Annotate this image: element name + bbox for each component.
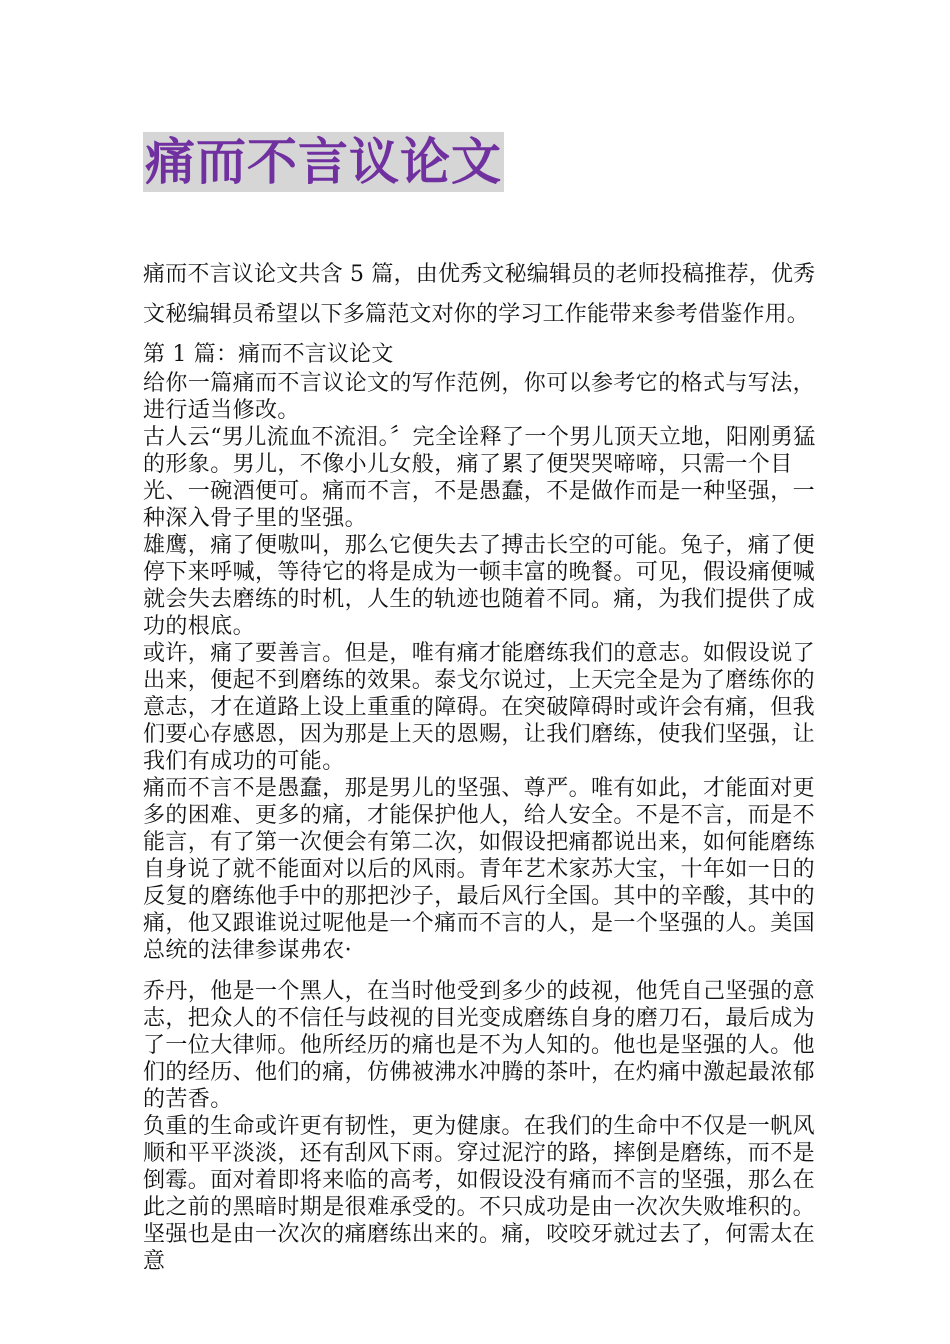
body-paragraph: 乔丹，他是一个黑人，在当时他受到多少的歧视，他凭自己坚强的意志，把众人的不信任与歧视的目光变成磨练自身的磨刀石，最后成为了一位大律师。他所经历的痛也是不为人知的。他也是坚强的人。他们的经历、他们的痛，仿佛被沸水冲腾的茶叶，在灼痛中激起最浓郁的苦香。	[143, 979, 816, 1112]
body-paragraph: 或许，痛了要善言。但是，唯有痛才能磨练我们的意志。如假设说了出来，便起不到磨练的效果。泰戈尔说过，上天完全是为了磨练你的意志，才在道路上设上重重的障碍。在突破障碍时或许会有痛，但我们要心存感恩，因为那是上天的恩赐，让我们磨练，使我们坚强，让我们有成功的可能。	[143, 641, 816, 774]
title-block	[143, 132, 504, 192]
article-body	[143, 370, 823, 1275]
body-paragraph: 负重的生命或许更有韧性，更为健康。在我们的生命中不仅是一帆风顺和平平淡淡，还有刮风下雨。穿过泥泞的路，摔倒是磨练，而不是倒霉。面对着即将来临的高考，如假设没有痛而不言的坚强，那么在此之前的黑暗时期是很难承受的。不只成功是由一次次失败堆积的。坚强也是由一次次的痛磨练出来的。痛，咬咬牙就过去了，何需太在意	[143, 1114, 816, 1274]
body-paragraph: 给你一篇痛而不言议论文的写作范例，你可以参考它的格式与写法，进行适当修改。	[143, 371, 816, 423]
document-title: 痛而不言议论文	[145, 133, 502, 191]
intro-paragraph: 痛而不言议论文共含 5 篇，由优秀文秘编辑员的老师投稿推荐，优秀文秘编辑员希望以下多篇范文对你的学习工作能带来参考借鉴作用。第 1 篇：痛而不言议论文	[143, 262, 816, 367]
body-paragraph: 古人云“男儿流血不流泪。〞完全诠释了一个男儿顶天立地，阳刚勇猛的形象。男儿，不像小儿女般，痛了累了便哭哭啼啼，只需一个目光、一碗酒便可。痛而不言，不是愚蠢，不是做作而是一种坚强，一种深入骨子里的坚强。	[143, 425, 816, 531]
body-paragraph: 雄鹰，痛了便嗷叫，那么它便失去了搏击长空的可能。兔子，痛了便停下来呼喊，等待它的将是成为一顿丰富的晚餐。可见，假设痛便喊就会失去磨练的时机，人生的轨迹也随着不同。痛，为我们提供了成功的根底。	[143, 533, 816, 639]
body-paragraph: 痛而不言不是愚蠢，那是男儿的坚强、尊严。唯有如此，才能面对更多的困难、更多的痛，才能保护他人，给人安全。不是不言，而是不能言，有了第一次便会有第二次，如假设把痛都说出来，如何能磨练自身说了就不能面对以后的风雨。青年艺术家苏大宝，十年如一日的反复的磨练他手中的那把沙子，最后风行全国。其中的辛酸，其中的痛，他又跟谁说过呢他是一个痛而不言的人，是一个坚强的人。美国总统的法律参谋弗农·	[143, 776, 816, 963]
